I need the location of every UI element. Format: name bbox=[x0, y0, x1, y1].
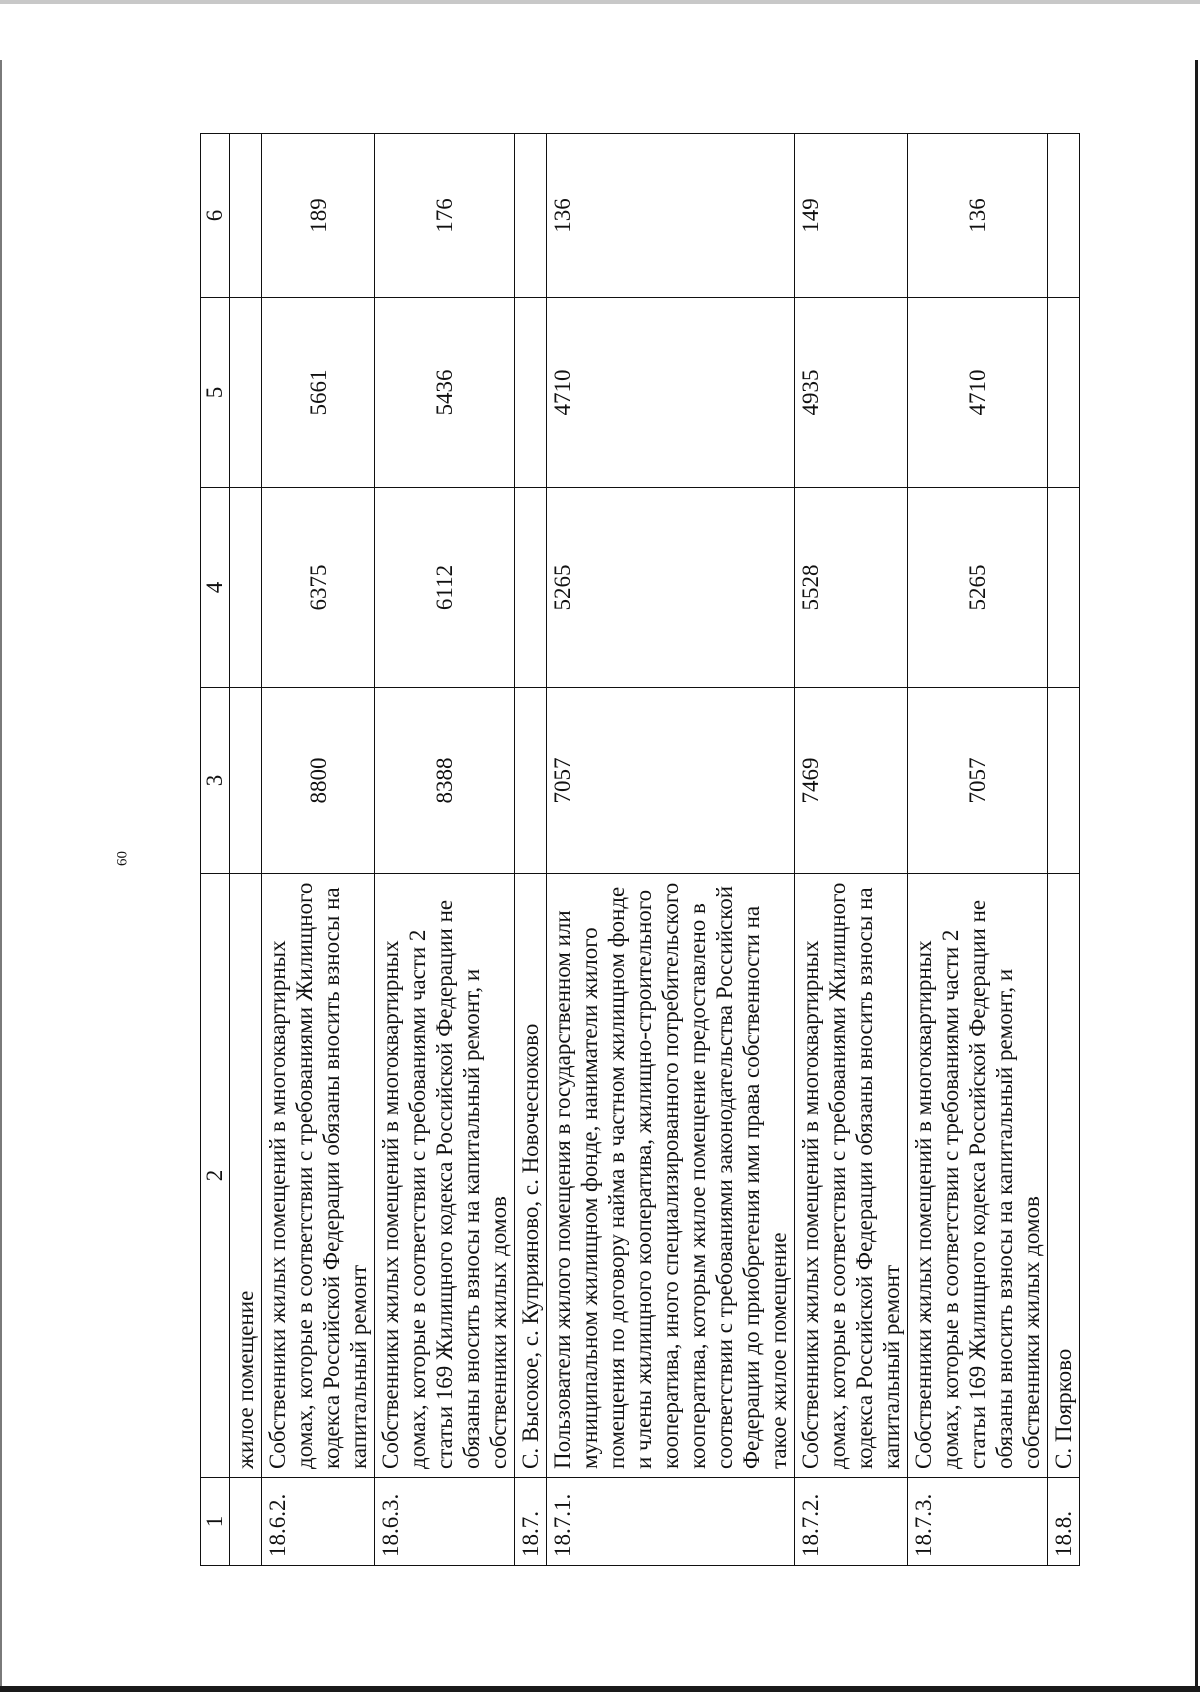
table-row bbox=[262, 134, 375, 1566]
cell-col3: 7057 bbox=[547, 688, 795, 874]
cell-col5: 4710 bbox=[908, 298, 1048, 488]
cell-col6: 136 bbox=[547, 134, 795, 298]
row-code: 18.7.2. bbox=[795, 1478, 908, 1566]
cell-col6 bbox=[515, 134, 547, 298]
scan-edge-left bbox=[0, 60, 2, 1692]
cell-col4 bbox=[230, 488, 262, 688]
table-row bbox=[515, 134, 547, 1566]
tariff-table bbox=[200, 133, 1080, 1566]
cell-col6 bbox=[1048, 134, 1080, 298]
page-number: 60 bbox=[114, 851, 131, 866]
cell-col5 bbox=[515, 298, 547, 488]
cell-col5: 5661 bbox=[262, 298, 375, 488]
column-header: 4 bbox=[201, 488, 230, 688]
cell-col4: 5265 bbox=[908, 488, 1048, 688]
cell-col4 bbox=[1048, 488, 1080, 688]
column-header: 5 bbox=[201, 298, 230, 488]
scan-edge-bottom bbox=[0, 1686, 1200, 1692]
cell-col3: 7057 bbox=[908, 688, 1048, 874]
table-row bbox=[375, 134, 515, 1566]
row-code: 18.6.2. bbox=[262, 1478, 375, 1566]
row-code bbox=[230, 1478, 262, 1566]
row-code: 18.7.3. bbox=[908, 1478, 1048, 1566]
scan-edge-top bbox=[0, 0, 1200, 4]
scan-edge-right bbox=[1195, 60, 1198, 1692]
cell-col4 bbox=[515, 488, 547, 688]
table-row bbox=[230, 134, 262, 1566]
row-description: Собственники жилых помещений в многоквартирных домах, которые в соответствии с требованиями Жилищного кодекса Российской Федерации обязаны вносить взносы на капитальный ремонт bbox=[262, 874, 375, 1478]
cell-col6: 189 bbox=[262, 134, 375, 298]
cell-col6: 176 bbox=[375, 134, 515, 298]
cell-col4: 6375 bbox=[262, 488, 375, 688]
cell-col6: 136 bbox=[908, 134, 1048, 298]
cell-col3 bbox=[1048, 688, 1080, 874]
cell-col4: 6112 bbox=[375, 488, 515, 688]
column-header: 2 bbox=[201, 874, 230, 1478]
row-code: 18.6.3. bbox=[375, 1478, 515, 1566]
row-description: Собственники жилых помещений в многоквартирных домах, которые в соответствии с требованиями части 2 статьи 169 Жилищного кодекса Российской Федерации не обязаны вносить взносы на капитальный ремонт, и собственники жилых домов bbox=[375, 874, 515, 1478]
cell-col5: 4710 bbox=[547, 298, 795, 488]
row-code: 18.8. bbox=[1048, 1478, 1080, 1566]
cell-col3: 8800 bbox=[262, 688, 375, 874]
cell-col6 bbox=[230, 134, 262, 298]
row-code: 18.7.1. bbox=[547, 1478, 795, 1566]
column-header: 6 bbox=[201, 134, 230, 298]
cell-col4: 5528 bbox=[795, 488, 908, 688]
row-description: Собственники жилых помещений в многоквартирных домах, которые в соответствии с требованиями части 2 статьи 169 Жилищного кодекса Российской Федерации не обязаны вносить взносы на капитальный ремонт, и собственники жилых домов bbox=[908, 874, 1048, 1478]
cell-col6: 149 bbox=[795, 134, 908, 298]
column-header: 1 bbox=[201, 1478, 230, 1566]
table-row bbox=[547, 134, 795, 1566]
cell-col5 bbox=[230, 298, 262, 488]
cell-col3: 8388 bbox=[375, 688, 515, 874]
table-row bbox=[1048, 134, 1080, 1566]
cell-col3: 7469 bbox=[795, 688, 908, 874]
row-description: С. Высокое, с. Куприяново, с. Новочесноково bbox=[515, 874, 547, 1478]
row-code: 18.7. bbox=[515, 1478, 547, 1566]
table-row bbox=[795, 134, 908, 1566]
rotated-table-container bbox=[200, 134, 1076, 1566]
table-row bbox=[908, 134, 1048, 1566]
row-description: Пользователи жилого помещения в государственном или муниципальном жилищном фонде, наниматели жилого помещения по договору найма в частном жилищном фонде и члены жилищного кооператива, жилищно-строительного кооператива, иного специализированного потребительского кооператива, которым жилое помещение предоставлено в соответствии с требованиями законодательства Российской Федерации до приобретения ими права собственности на такое жилое помещение bbox=[547, 874, 795, 1478]
cell-col3 bbox=[230, 688, 262, 874]
row-description: жилое помещение bbox=[230, 874, 262, 1478]
cell-col4: 5265 bbox=[547, 488, 795, 688]
row-description: Собственники жилых помещений в многоквартирных домах, которые в соответствии с требованиями Жилищного кодекса Российской Федерации обязаны вносить взносы на капитальный ремонт bbox=[795, 874, 908, 1478]
header-row bbox=[201, 134, 230, 1566]
cell-col5 bbox=[1048, 298, 1080, 488]
column-header: 3 bbox=[201, 688, 230, 874]
row-description: С. Поярково bbox=[1048, 874, 1080, 1478]
cell-col5: 5436 bbox=[375, 298, 515, 488]
cell-col5: 4935 bbox=[795, 298, 908, 488]
cell-col3 bbox=[515, 688, 547, 874]
